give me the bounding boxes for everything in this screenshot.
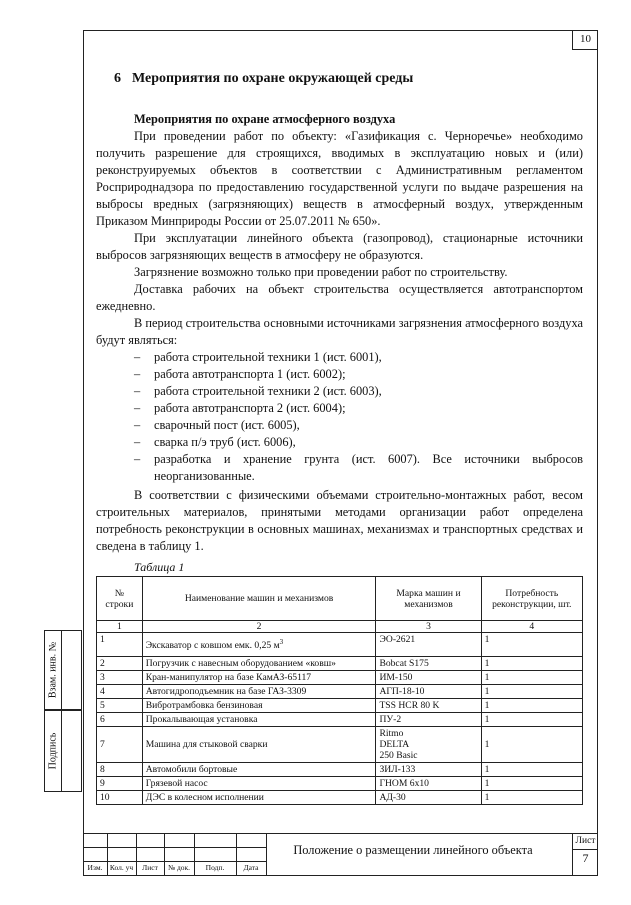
stamp-sheet-label: Лист [573,834,598,850]
table-cell [142,633,376,657]
stamp-col-count: Кол. уч [109,863,134,872]
brand-line: DELTA [379,739,410,750]
table-cell: АД-30 [376,791,481,805]
table-cell: 3 [97,671,143,685]
table-cell: ПУ-2 [376,713,481,727]
list-item: – сварка п/э труб (ист. 6006), [96,434,583,451]
stamp-title: Положение о размещении линейного объекта [293,843,533,857]
stamp-col-sign: Подп. [205,863,225,872]
table-cell: 5 [97,699,143,713]
table-row [97,699,583,713]
stamp-col-doc: № док. [167,863,191,872]
table-cell: 4 [481,621,582,633]
table-cell: Прокалывающая установка [142,713,376,727]
table-row [97,763,583,777]
table-row [97,713,583,727]
brand-line: 250 Basic [379,750,418,761]
table-cell: 1 [481,791,582,805]
side-sign-box [44,710,82,792]
table-cell: ЭО-2621 [376,633,481,657]
list-item: – работа строительной техники 1 (ист. 6001), [96,349,583,366]
table-cell: 4 [97,685,143,699]
superscript: 3 [279,638,284,647]
section-title: Мероприятия по охране окружающей среды [132,71,414,86]
paragraph: При эксплуатации линейного объекта (газопровод), стационарные источники выбросов загрязняющих веществ в атмосферу не образуются. [96,231,583,262]
list-item: – сварочный пост (ист. 6005), [96,417,583,434]
table-cell: Погрузчик с навесным оборудованием «ковш» [142,657,376,671]
table-cell: 1 [97,633,143,657]
table-cell: 1 [481,763,582,777]
section-number: 6 [114,71,121,86]
list-item: – разработка и хранение грунта (ист. 6007). Все источники выбросов неорганизованные. [96,451,583,485]
table-row [97,791,583,805]
table-cell: ГНОМ 6х10 [376,777,481,791]
table-cell: Автогидроподъемник на базе ГАЗ-3309 [142,685,376,699]
table-header-row [97,577,583,621]
side-inv-label: Взам. инв. № [47,641,59,699]
table-cell: 3 [376,621,481,633]
list-item: – работа строительной техники 2 (ист. 6003), [96,383,583,400]
table-cell: 1 [481,633,582,657]
table-index-row [97,621,583,633]
sources-list [96,349,583,485]
title-block [83,833,598,876]
subsection-title: Мероприятия по охране атмосферного воздуха [134,112,396,126]
header-row-number: № строки [97,577,143,621]
table-cell: Bobcat S175 [376,657,481,671]
table-cell: ЗИЛ-133 [376,763,481,777]
table-row [97,633,583,657]
stamp-sheet-box [572,834,598,875]
paragraph: Загрязнение возможно только при проведении работ по строительству. [134,265,508,279]
header-quantity: Потребность реконструкции, шт. [481,577,582,621]
table-cell: Грязевой насос [142,777,376,791]
table-cell: Машина для стыковой сварки [142,727,376,763]
table-cell: 1 [97,621,143,633]
machine-name: Экскаватор с ковшом емк. 0,25 м [145,640,280,652]
table-cell: 2 [97,657,143,671]
table-cell: 1 [481,777,582,791]
brand-line: Ritmo [379,728,404,739]
stamp-sheet-value: 7 [582,851,589,865]
table-cell: 1 [481,713,582,727]
list-item: – работа автотранспорта 1 (ист. 6002); [96,366,583,383]
table-cell: 8 [97,763,143,777]
table-row [97,727,583,763]
table-cell: АГП-18-10 [376,685,481,699]
side-inv-box [44,630,82,710]
table-cell [376,727,481,763]
table-row [97,671,583,685]
table-cell: ДЭС в колесном исполнении [142,791,376,805]
table-cell: 1 [481,657,582,671]
list-item: – работа автотранспорта 2 (ист. 6004); [96,400,583,417]
table-cell: 7 [97,727,143,763]
machinery-table [96,576,583,805]
table-cell: 1 [481,671,582,685]
header-machine-name: Наименование машин и механизмов [142,577,376,621]
stamp-grid [83,834,266,875]
table-cell: 1 [481,727,582,763]
table-cell: 1 [481,685,582,699]
table-cell: TSS HCR 80 K [376,699,481,713]
page-number: 10 [572,30,598,50]
table-cell: Вибротрамбовка бензиновая [142,699,376,713]
table-cell: 1 [481,699,582,713]
table-row [97,685,583,699]
paragraph: Доставка рабочих на объект строительства осуществляется автотранспортом ежедневно. [96,282,583,313]
stamp-col-change: Изм. [87,863,103,872]
stamp-col-sheet: Лист [142,863,158,872]
stamp-col-date: Дата [243,863,259,872]
table-cell: 2 [142,621,376,633]
table-cell: Автомобили бортовые [142,763,376,777]
section-heading [114,70,583,87]
header-brand: Марка машин и механизмов [376,577,481,621]
paragraph: При проведении работ по объекту: «Газификация с. Черноречье» необходимо получить разрешение для строящихся, вводимых в эксплуатацию новых и (или) реконструируемых объектов в соответствии с Административным регламентом Росприроднадзора по предоставлению государственной услуги по выдаче разрешения на выбросы вредных (загрязняющих) веществ в атмосферный воздух, утвержденным Приказом Минприроды России от 25.07.2011 № 650». [96,129,583,228]
table-cell: 9 [97,777,143,791]
table-cell: Кран-манипулятор на базе КамАЗ-65117 [142,671,376,685]
document-body [96,62,583,805]
closing-paragraph: В соответствии с физическими объемами строительно-монтажных работ, весом строительных материалов, принятыми методами организации работ определена потребность реконструкции в основных машинах, механизмах и транспортных средствах и сведена в таблицу 1. [96,488,583,553]
side-sign-label: Подпись [47,732,59,770]
table-cell: ИМ-150 [376,671,481,685]
table-cell: 6 [97,713,143,727]
paragraph: В период строительства основными источниками загрязнения атмосферного воздуха будут являться: [96,316,583,347]
table-row [97,657,583,671]
table-caption: Таблица 1 [134,560,185,574]
table-row [97,777,583,791]
table-cell: 10 [97,791,143,805]
